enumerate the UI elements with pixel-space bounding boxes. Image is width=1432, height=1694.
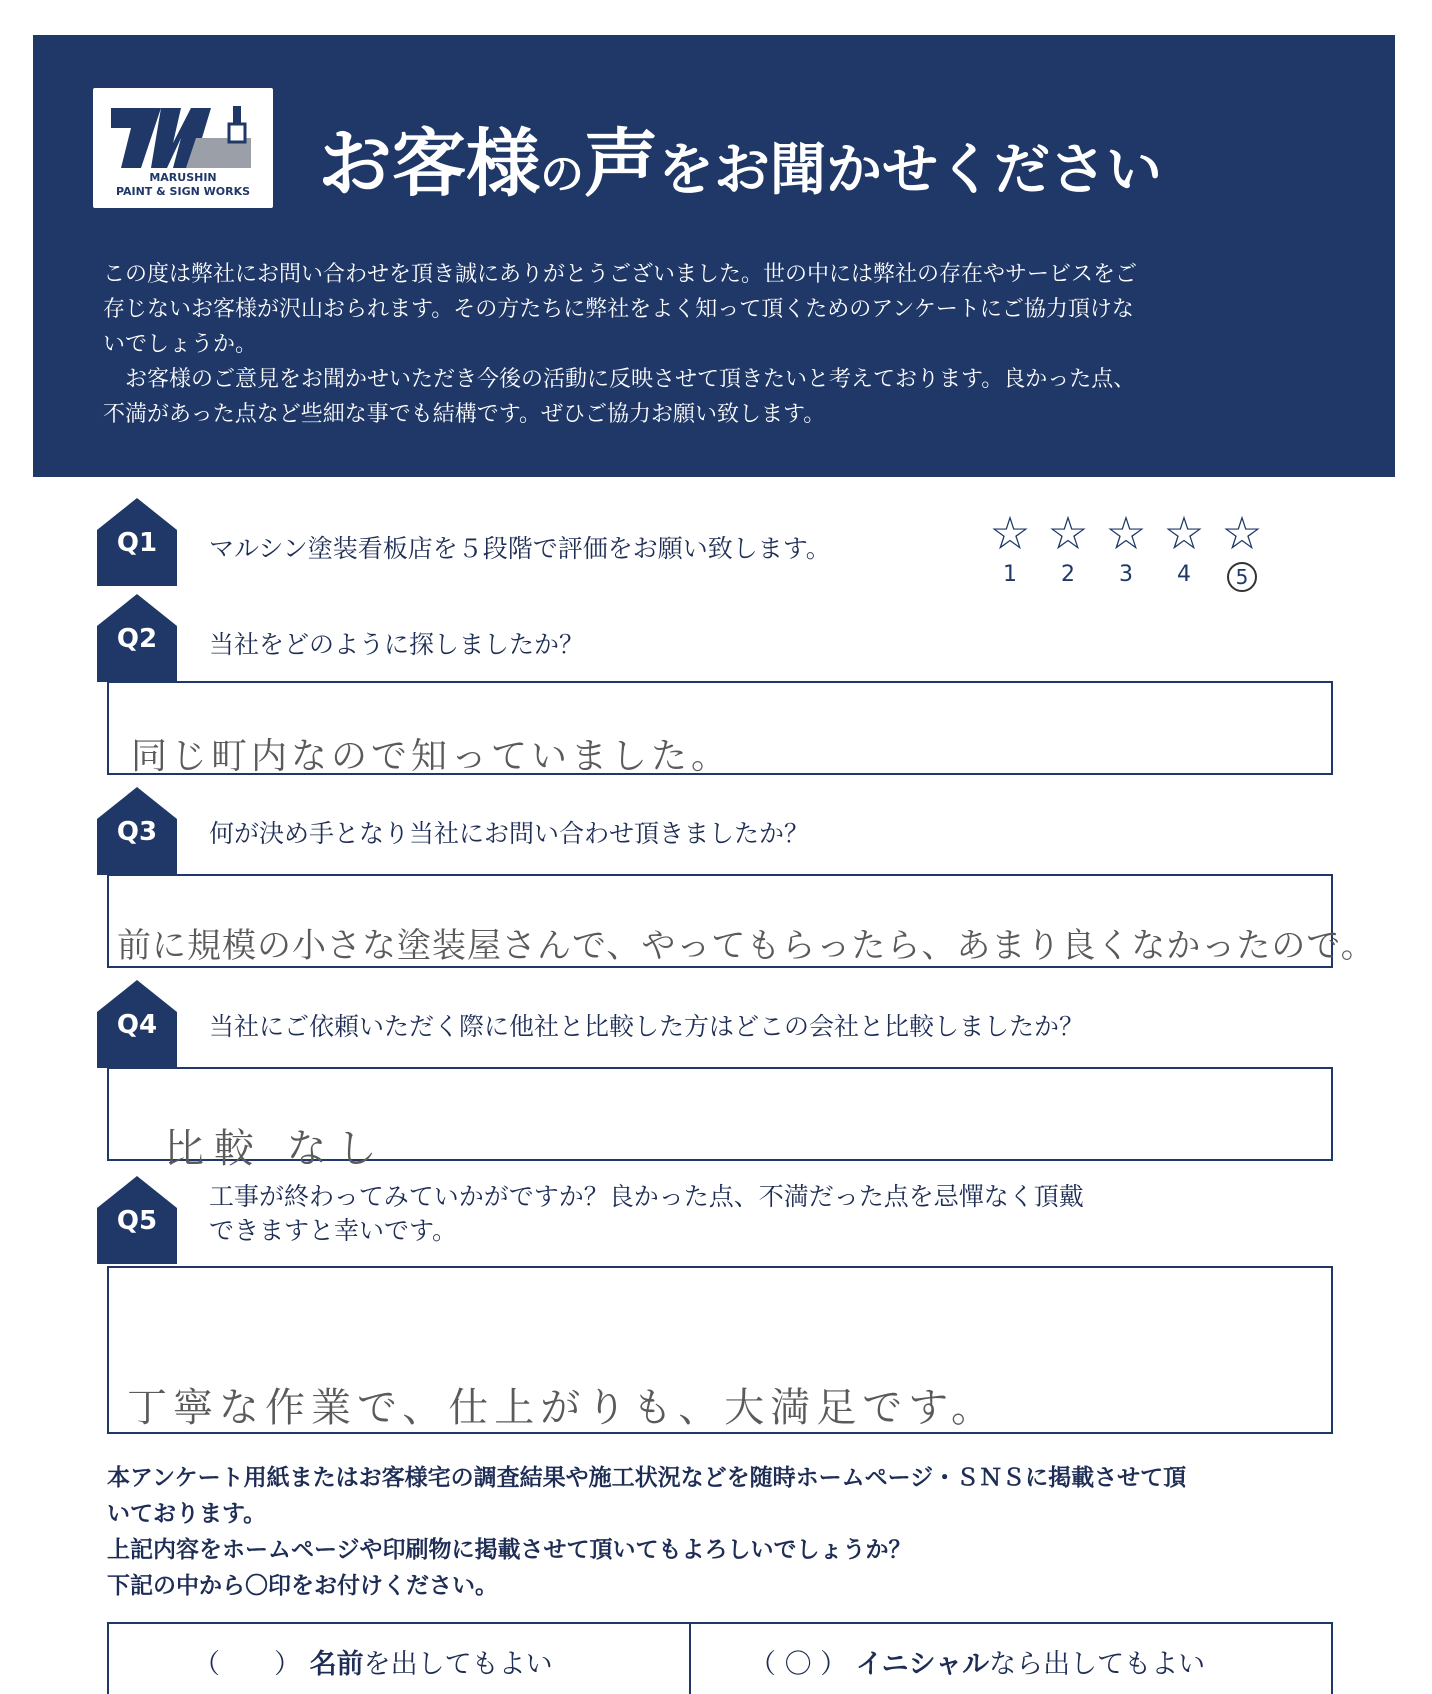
option-rest: なら出してもよい	[989, 1649, 1206, 1680]
star-icon: ☆	[1047, 506, 1089, 560]
title-part-no: の	[540, 149, 584, 200]
star-icon: ☆	[989, 506, 1031, 560]
option-initial[interactable]	[749, 1642, 1205, 1681]
handwritten-answer: 比較 なし	[164, 1126, 387, 1172]
notice-line: 上記内容をホームページや印刷物に掲載させて頂いてもよろしいでしょうか？	[107, 1537, 912, 1563]
star-number: 2	[1061, 562, 1075, 587]
question-text: 当社にご依頼いただく際に他社と比較した方はどこの会社と比較しましたか？	[209, 1012, 1085, 1041]
header-banner	[33, 35, 1395, 477]
question-label: Q4	[116, 1010, 158, 1040]
page-title	[318, 105, 1162, 215]
intro-text	[103, 257, 1333, 432]
star-2[interactable]	[1043, 508, 1093, 587]
star-icon: ☆	[1221, 506, 1263, 560]
option-divider	[689, 1624, 691, 1694]
answer-box-q2[interactable]	[107, 681, 1333, 775]
logo-mark-icon	[101, 98, 265, 172]
star-icon: ☆	[1163, 506, 1205, 560]
intro-line: いでしょうか。	[103, 332, 258, 357]
star-number: 3	[1119, 562, 1133, 587]
option-name[interactable]	[193, 1642, 553, 1681]
intro-line: お客様のご意見をお聞かせいただき今後の活動に反映させて頂きたいと考えております。良かった点、	[103, 367, 1136, 392]
answer-box-q3[interactable]	[107, 874, 1376, 968]
house-badge-icon	[97, 1176, 177, 1264]
question-text: 当社をどのように探しましたか？	[209, 630, 585, 659]
title-part-koe: 声	[584, 121, 658, 207]
star-icon: ☆	[1105, 506, 1147, 560]
house-badge-icon	[97, 980, 177, 1068]
title-part-rest: をお聞かせください	[658, 138, 1162, 203]
option-mark: （ 〇 ）	[749, 1649, 848, 1680]
star-4[interactable]	[1159, 508, 1209, 587]
selected-star-number: 5	[1227, 562, 1257, 592]
title-part-okyakusama: お客様	[318, 121, 540, 207]
question-label: Q5	[116, 1206, 158, 1236]
star-1[interactable]	[985, 508, 1035, 587]
notice-line: 下記の中から〇印をお付けください。	[107, 1573, 498, 1599]
house-badge-icon	[97, 498, 177, 586]
answer-box-q5[interactable]	[107, 1266, 1333, 1434]
notice-line: いております。	[107, 1501, 267, 1527]
question-label: Q3	[116, 817, 158, 847]
house-badge-icon	[97, 594, 177, 682]
house-badge-icon	[97, 787, 177, 875]
star-3[interactable]	[1101, 508, 1151, 587]
logo-text-line2: PAINT & SIGN WORKS	[115, 185, 251, 198]
question-text-line1: 工事が終わってみていかがですか？良かった点、不満だった点を忌憚なく頂戴	[209, 1182, 1084, 1211]
question-text: マルシン塗装看板店を５段階で評価をお願い致します。	[209, 534, 831, 563]
handwritten-answer: 同じ町内なので知っていました。	[131, 736, 732, 777]
intro-line: 存じないお客様が沢山おられます。その方たちに弊社をよく知って頂くためのアンケートにご協力頂けな	[103, 297, 1134, 322]
intro-line: 不満があった点など些細な事でも結構です。ぜひご協力お願い致します。	[103, 402, 826, 427]
handwritten-answer: 丁寧な作業で、仕上がりも、大満足です。	[127, 1385, 997, 1431]
question-label: Q2	[116, 624, 158, 654]
question-text-line2: できますと幸いです。	[209, 1216, 458, 1245]
option-mark: （ ）	[193, 1649, 301, 1680]
answer-box-q4[interactable]	[107, 1067, 1333, 1172]
publication-options	[107, 1622, 1333, 1694]
star-5[interactable]	[1217, 508, 1267, 592]
handwritten-answer: 前に規模の小さな塗装屋さんで、やってもらったら、あまり良くなかったので。	[117, 926, 1376, 966]
star-number: 4	[1177, 562, 1191, 587]
question-text: 何が決め手となり当社にお問い合わせ頂きましたか？	[209, 819, 810, 848]
option-bold: イニシャル	[855, 1649, 990, 1680]
option-rest: を出してもよい	[363, 1649, 553, 1680]
intro-line: この度は弊社にお問い合わせを頂き誠にありがとうございました。世の中には弊社の存在やサービスをご	[103, 262, 1138, 287]
logo-text-line1: MARUSHIN	[149, 171, 217, 184]
option-bold: 名前	[309, 1649, 364, 1680]
publication-notice	[107, 1460, 1337, 1604]
company-logo	[93, 88, 273, 208]
question-label: Q1	[116, 528, 158, 558]
star-number: 1	[1003, 562, 1017, 587]
notice-line: 本アンケート用紙またはお客様宅の調査結果や施工状況などを随時ホームページ・ＳＮＳに掲載させて頂	[107, 1465, 1187, 1491]
